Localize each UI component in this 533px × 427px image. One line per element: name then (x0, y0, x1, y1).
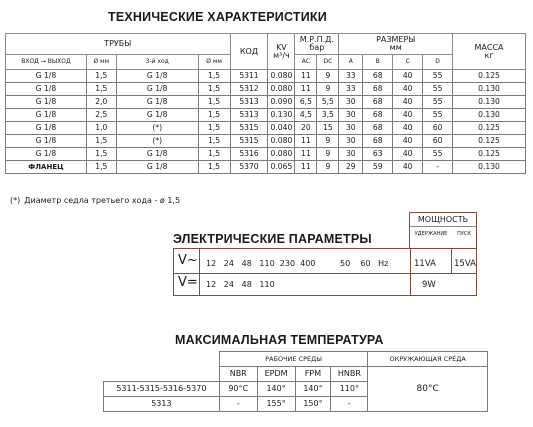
cell-size-c: 40 (393, 148, 423, 161)
cell-mrpd-dc: 9 (317, 148, 339, 161)
tech-table (5, 33, 526, 174)
temp-corner (104, 352, 220, 367)
tech-row (6, 109, 526, 122)
third-way-header: 3-й ход (116, 55, 198, 70)
footnote-mark: (*) (10, 196, 21, 205)
cell-mass: 0.125 (453, 148, 526, 161)
cell-size-d: 55 (423, 96, 453, 109)
tech-row (6, 148, 526, 161)
cell-third-way: G 1/8 (116, 148, 198, 161)
hold-label: УДЕРЖАНИЕ (414, 231, 448, 237)
cell-size-d: 55 (423, 83, 453, 96)
cell-third-way: G 1/8 (116, 109, 198, 122)
tech-title: ТЕХНИЧЕСКИЕ ХАРАКТЕРИСТИКИ (108, 10, 327, 24)
elec-row-ac (174, 249, 476, 274)
cell-size-a: 30 (339, 135, 363, 148)
cell-size-c: 40 (393, 135, 423, 148)
cell-inlet-outlet: G 1/8 (6, 148, 87, 161)
cell-dia2: 1,5 (198, 148, 230, 161)
temp-cell: - (331, 397, 368, 412)
dc-voltages: 12 24 48 110 (206, 280, 275, 289)
cell-kv: 0.080 (268, 70, 295, 83)
cell-kv: 0.130 (268, 109, 295, 122)
cell-inlet-outlet: G 1/8 (6, 109, 87, 122)
tech-row (6, 96, 526, 109)
sizes-header: РАЗМЕРЫ мм (339, 34, 453, 55)
cell-dia2: 1,5 (198, 122, 230, 135)
cell-inlet-outlet: G 1/8 (6, 96, 87, 109)
cell-size-b: 68 (363, 96, 393, 109)
cell-size-a: 30 (339, 109, 363, 122)
cell-dia1: 1,5 (86, 70, 116, 83)
cell-dia2: 1,5 (198, 83, 230, 96)
a-header: A (339, 55, 363, 70)
cell-kv: 0.080 (268, 83, 295, 96)
cell-mass: 0.125 (453, 122, 526, 135)
cell-code: 5313 (230, 96, 268, 109)
cell-mrpd-ac: 20 (295, 122, 317, 135)
b-header: B (363, 55, 393, 70)
cell-code: 5370 (230, 161, 268, 174)
power-label: МОЩНОСТЬ (410, 215, 476, 227)
cell-mrpd-dc: 5,5 (317, 96, 339, 109)
col-nbr: NBR (219, 367, 257, 382)
cell-third-way: (*) (116, 135, 198, 148)
footnote-text: Диаметр седла третьего хода - ø 1,5 (24, 196, 181, 205)
cell-code: 5311 (230, 70, 268, 83)
cell-third-way: G 1/8 (116, 83, 198, 96)
cell-mrpd-ac: 6,5 (295, 96, 317, 109)
cell-size-a: 33 (339, 70, 363, 83)
cell-mrpd-dc: 15 (317, 122, 339, 135)
cell-size-d: 60 (423, 122, 453, 135)
power-header-box (409, 212, 477, 249)
cell-code: 5313 (230, 109, 268, 122)
col-hnbr: HNBR (331, 367, 368, 382)
cell-kv: 0.040 (268, 122, 295, 135)
cell-dia2: 1,5 (198, 70, 230, 83)
cell-mrpd-ac: 11 (295, 148, 317, 161)
cell-mrpd-dc: 9 (317, 70, 339, 83)
cell-size-a: 29 (339, 161, 363, 174)
cell-size-c: 40 (393, 83, 423, 96)
code-header: КОД (230, 34, 268, 70)
cell-third-way: G 1/8 (116, 161, 198, 174)
cell-size-b: 68 (363, 109, 393, 122)
temp-cell: 90°C (219, 382, 257, 397)
tech-row (6, 70, 526, 83)
d-header: D (423, 55, 453, 70)
footnote (10, 196, 180, 205)
cell-mrpd-dc: 3,5 (317, 109, 339, 122)
cell-dia1: 1,0 (86, 122, 116, 135)
cell-inlet-outlet: G 1/8 (6, 70, 87, 83)
ac-voltages: 12 24 48 110 230 400 (206, 259, 316, 268)
cell-mass: 0.125 (453, 70, 526, 83)
cell-kv: 0.080 (268, 148, 295, 161)
cell-mass: 0.130 (453, 96, 526, 109)
cell-third-way: G 1/8 (116, 70, 198, 83)
kv-header: KV м³/ч (268, 34, 295, 70)
cell-size-c: 40 (393, 161, 423, 174)
inout-header: ВХОД → ВЫХОД (6, 55, 87, 70)
cell-mass: 0.130 (453, 161, 526, 174)
cell-mrpd-ac: 11 (295, 83, 317, 96)
dia1-header: Ø мм (86, 55, 116, 70)
cell-size-b: 68 (363, 135, 393, 148)
elec-table (173, 248, 477, 296)
cell-code: 5315 (230, 122, 268, 135)
temp-cell: 110° (331, 382, 368, 397)
cell-size-d: 55 (423, 148, 453, 161)
ac-hold-power: 11VA (414, 259, 436, 269)
cell-mass: 0.130 (453, 109, 526, 122)
tech-row (6, 122, 526, 135)
cell-inlet-outlet: G 1/8 (6, 83, 87, 96)
tech-row (6, 83, 526, 96)
cell-inlet-outlet: G 1/8 (6, 122, 87, 135)
cell-size-a: 30 (339, 122, 363, 135)
ac-symbol: V~ (178, 253, 198, 268)
cell-mrpd-dc: 9 (317, 83, 339, 96)
c-header: C (393, 55, 423, 70)
cell-code: 5312 (230, 83, 268, 96)
ambient-value: 80°C (368, 367, 488, 412)
cell-dia2: 1,5 (198, 109, 230, 122)
work-media-header: РАБОЧИЕ СРЕДЫ (219, 352, 368, 367)
cell-mass: 0.125 (453, 135, 526, 148)
cell-mrpd-ac: 4,5 (295, 109, 317, 122)
cell-mrpd-ac: 11 (295, 70, 317, 83)
ac-start-power: 15VA (454, 259, 476, 269)
tech-row (6, 135, 526, 148)
temp-cell: 150° (295, 397, 331, 412)
cell-dia1: 1,5 (86, 83, 116, 96)
cell-size-d: - (423, 161, 453, 174)
pipes-header: ТРУБЫ (6, 34, 231, 55)
cell-dia1: 1,5 (86, 135, 116, 148)
temp-corner-2 (104, 367, 220, 382)
temp-table (103, 351, 488, 412)
tech-row (6, 161, 526, 174)
cell-size-b: 63 (363, 148, 393, 161)
elec-title: ЭЛЕКТРИЧЕСКИЕ ПАРАМЕТРЫ (173, 232, 372, 246)
cell-dia2: 1,5 (198, 161, 230, 174)
cell-size-c: 40 (393, 96, 423, 109)
cell-kv: 0.065 (268, 161, 295, 174)
cell-dia1: 1,5 (86, 148, 116, 161)
temp-row-code: 5311-5315-5316-5370 (104, 382, 220, 397)
cell-size-b: 68 (363, 83, 393, 96)
cell-size-d: 55 (423, 70, 453, 83)
cell-size-a: 30 (339, 148, 363, 161)
cell-mrpd-dc: 9 (317, 161, 339, 174)
mass-header: МАССА кг (453, 34, 526, 70)
cell-size-a: 30 (339, 96, 363, 109)
dc-hold-power: 9W (422, 280, 436, 290)
temp-cell: 140° (257, 382, 295, 397)
cell-inlet-outlet: G 1/8 (6, 135, 87, 148)
cell-size-b: 68 (363, 122, 393, 135)
ac-header: AC (295, 55, 317, 70)
cell-dia1: 1,5 (86, 161, 116, 174)
cell-size-d: 60 (423, 135, 453, 148)
col-epdm: EPDM (257, 367, 295, 382)
ac-frequency: 50 60 Hz (340, 259, 389, 268)
cell-mass: 0.130 (453, 83, 526, 96)
temp-row-code: 5313 (104, 397, 220, 412)
mrpd-header: М.Р.П.Д. бар (295, 34, 339, 55)
temp-cell: 155° (257, 397, 295, 412)
temp-cell: 140° (295, 382, 331, 397)
dc-header: DC (317, 55, 339, 70)
cell-size-c: 40 (393, 70, 423, 83)
dia2-header: Ø мм (198, 55, 230, 70)
cell-size-c: 40 (393, 109, 423, 122)
cell-dia1: 2,0 (86, 96, 116, 109)
cell-mrpd-ac: 11 (295, 161, 317, 174)
cell-code: 5316 (230, 148, 268, 161)
cell-dia1: 2,5 (86, 109, 116, 122)
cell-size-d: 55 (423, 109, 453, 122)
ambient-header: ОКРУЖАЮЩАЯ СРЕДА (368, 352, 488, 367)
cell-size-c: 40 (393, 122, 423, 135)
start-label: ПУСК (457, 231, 471, 237)
cell-inlet-outlet: ФЛАНЕЦ (6, 161, 87, 174)
cell-dia2: 1,5 (198, 96, 230, 109)
cell-mrpd-ac: 11 (295, 135, 317, 148)
cell-third-way: (*) (116, 122, 198, 135)
dc-symbol: V= (178, 275, 198, 290)
temp-title: МАКСИМАЛЬНАЯ ТЕМПЕРАТУРА (175, 333, 384, 347)
cell-size-a: 33 (339, 83, 363, 96)
cell-size-b: 59 (363, 161, 393, 174)
cell-code: 5315 (230, 135, 268, 148)
cell-size-b: 68 (363, 70, 393, 83)
col-fpm: FPM (295, 367, 331, 382)
temp-cell: - (219, 397, 257, 412)
cell-third-way: G 1/8 (116, 96, 198, 109)
elec-row-dc (174, 273, 476, 295)
cell-kv: 0.090 (268, 96, 295, 109)
cell-kv: 0.080 (268, 135, 295, 148)
cell-dia2: 1,5 (198, 135, 230, 148)
cell-mrpd-dc: 9 (317, 135, 339, 148)
